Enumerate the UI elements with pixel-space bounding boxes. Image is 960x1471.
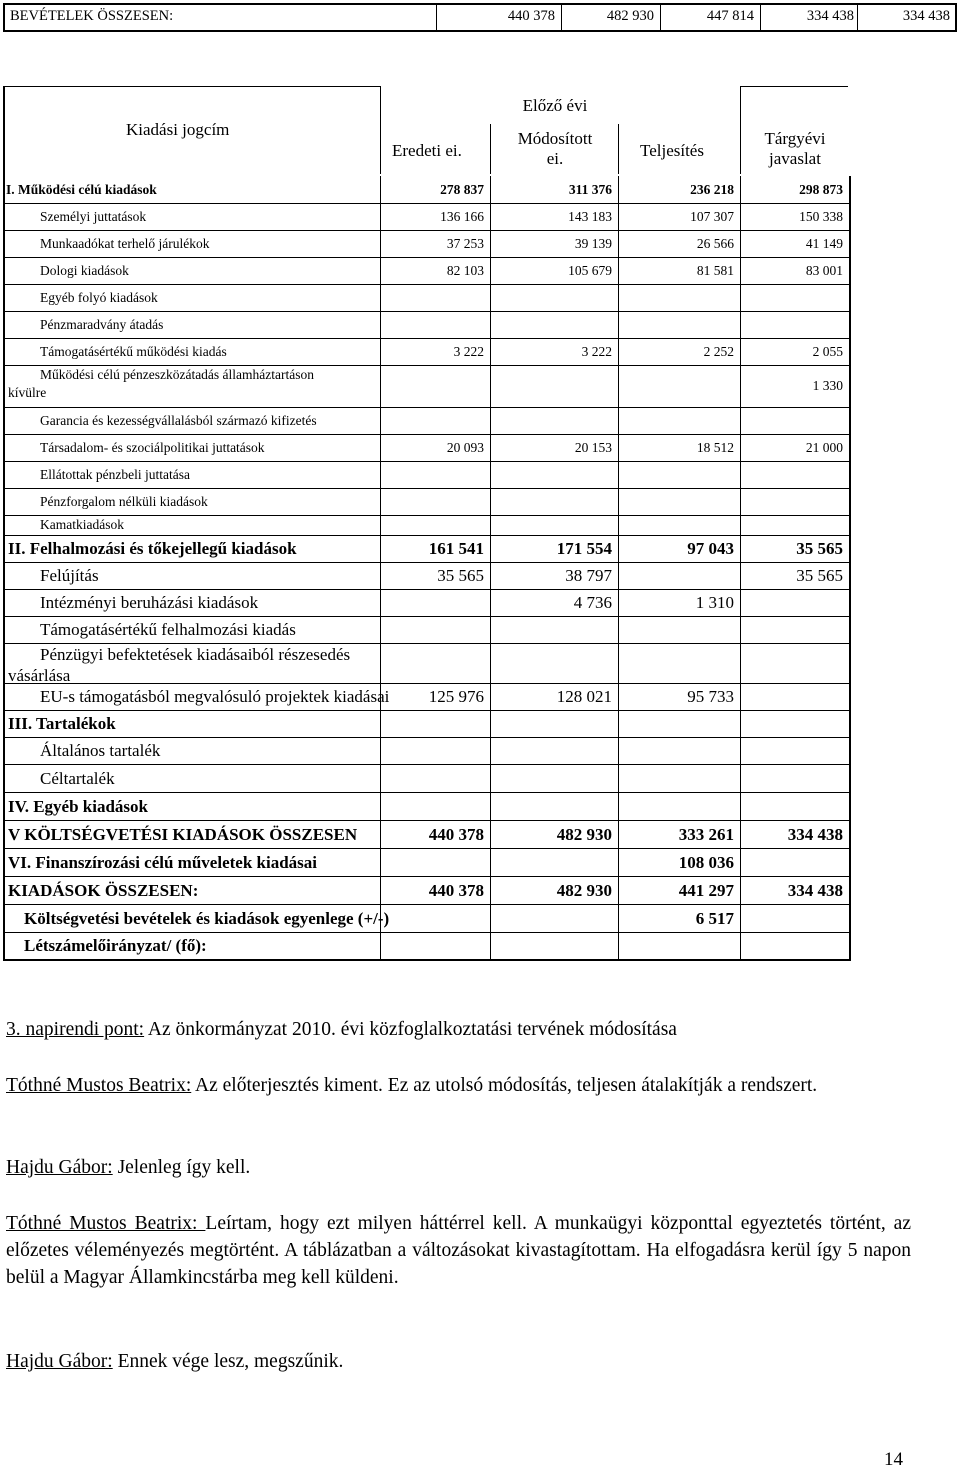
table-row-label: Működési célú pénzeszközátadás államháztartáson <box>40 367 315 382</box>
table-cell-value: 136 166 <box>440 208 484 224</box>
table-cell-value: 1 310 <box>695 593 734 612</box>
row-divider <box>3 365 849 366</box>
speaker-name: Tóthné Mustos Beatrix: <box>6 1075 192 1096</box>
table-cell-value: 35 565 <box>796 539 843 558</box>
table-cell-value: 35 565 <box>796 566 843 585</box>
table-cell-value: 95 733 <box>687 687 734 706</box>
table-cell-value: 108 036 <box>678 852 734 872</box>
table-row-label: Pénzmaradvány átadás <box>40 316 164 332</box>
table-cell-value: 440 378 <box>428 880 484 900</box>
table-row-label: KIADÁSOK ÖSSZESEN: <box>8 880 199 900</box>
table-row-label: Személyi juttatások <box>40 208 147 224</box>
table-cell-value: 441 297 <box>678 880 734 900</box>
table-row-label: Támogatásértékű működési kiadás <box>40 343 227 359</box>
row-divider <box>3 515 849 516</box>
table-cell-value: 161 541 <box>428 539 484 558</box>
table-row-label: I. Működési célú kiadások <box>6 181 157 197</box>
table-row-label: Ellátottak pénzbeli juttatása <box>40 466 190 482</box>
table-row-label: II. Felhalmozási és tőkejellegű kiadások <box>8 539 297 558</box>
table-row-label: VI. Finanszírozási célú műveletek kiadásai <box>8 852 317 872</box>
speech-text: Leírtam, hogy ezt milyen háttérrel kell. A munkaügyi központtal egyeztetés történt, az előzetes véleményezés megtörtént. A táblázatban a változásokat kivastagítottam. Ha elfogadásra kerül így 5 napon belül a Magyar Államkincstárba meg kell küldeni. <box>6 1213 911 1288</box>
agenda-label: 3. napirendi pont: <box>6 1019 145 1040</box>
table-cell-value: 20 093 <box>446 439 484 455</box>
paragraph <box>6 1348 911 1375</box>
header-col4: javaslat <box>769 149 821 168</box>
revenue-total-value: 334 438 <box>806 8 854 24</box>
table-row-label: Pénzforgalom nélküli kiadások <box>40 493 208 509</box>
row-divider <box>3 257 849 258</box>
speaker-name: Hajdu Gábor: <box>6 1351 113 1372</box>
row-divider <box>3 407 849 408</box>
table-row-label: Támogatásértékű felhalmozási kiadás <box>40 620 296 639</box>
table-row-label: Céltartalék <box>40 768 115 788</box>
paragraph <box>6 1072 911 1099</box>
table-cell-value: 97 043 <box>687 539 734 558</box>
revenue-total-value: 482 930 <box>606 8 654 24</box>
table-cell-value: 26 566 <box>696 235 734 251</box>
table-cell-value: 18 512 <box>696 439 734 455</box>
table-cell-value: 37 253 <box>446 235 484 251</box>
table-cell-value: 128 021 <box>556 687 612 706</box>
table-cell-value: 39 139 <box>574 235 612 251</box>
table-cell-value: 105 679 <box>568 262 612 278</box>
table-cell-value: 482 930 <box>556 824 612 844</box>
speech-text: Jelenleg így kell. <box>112 1157 251 1178</box>
speaker-name: Tóthné Mustos Beatrix: <box>6 1213 206 1234</box>
table-cell-value: 311 376 <box>568 181 612 197</box>
row-divider <box>3 562 849 563</box>
table-cell-value: 440 378 <box>428 824 484 844</box>
paragraph <box>6 1210 911 1291</box>
table-cell-value: 3 222 <box>453 343 484 359</box>
speech-text: Ennek vége lesz, megszűnik. <box>112 1351 344 1372</box>
table-cell-value: 83 001 <box>805 262 843 278</box>
header-col4: Tárgyévi <box>764 129 826 148</box>
table-cell-value: 20 153 <box>574 439 612 455</box>
header-col3: Teljesítés <box>640 141 704 160</box>
row-divider <box>3 792 849 793</box>
row-divider <box>3 737 849 738</box>
table-cell-value: 333 261 <box>678 824 734 844</box>
table-cell-value: 4 736 <box>573 593 612 612</box>
table-row-label: Garancia és kezességvállalásból származó kifizetés <box>40 412 317 428</box>
table-row-label: kívülre <box>8 384 47 400</box>
row-divider <box>3 848 849 849</box>
row-divider <box>3 203 849 204</box>
header-col2: ei. <box>546 149 564 168</box>
table-cell-value: 2 252 <box>703 343 734 359</box>
table-row-label: III. Tartalékok <box>8 714 116 733</box>
page-number: 14 <box>884 1449 903 1470</box>
table-cell-value: 107 307 <box>690 208 734 224</box>
table-cell-value: 1 330 <box>812 378 843 394</box>
header-col2: Módosított <box>517 129 593 148</box>
header-group: Előző évi <box>522 96 588 115</box>
row-divider <box>3 488 849 489</box>
row-divider <box>3 643 849 644</box>
row-divider <box>3 535 849 536</box>
row-divider <box>3 616 849 617</box>
row-divider <box>3 876 849 877</box>
table-row-label: Társadalom- és szociálpolitikai juttatások <box>40 439 265 455</box>
table-cell-value: 143 183 <box>568 208 612 224</box>
table-cell-value: 82 103 <box>446 262 484 278</box>
table-row-label: Munkaadókat terhelő járulékok <box>40 235 210 251</box>
table-row-label: Egyéb folyó kiadások <box>40 289 158 305</box>
row-divider <box>3 434 849 435</box>
row-divider <box>3 284 849 285</box>
table-cell-value: 334 438 <box>787 880 843 900</box>
row-divider <box>3 230 849 231</box>
row-divider <box>3 589 849 590</box>
agenda-item <box>6 1016 911 1043</box>
paragraph <box>6 1154 911 1181</box>
revenue-total-value: 334 438 <box>902 8 950 24</box>
speech-text: Az előterjesztés kiment. Ez az utolsó módosítás, teljesen átalakítják a rendszert. <box>191 1075 818 1096</box>
header-col1: Eredeti ei. <box>392 141 462 160</box>
row-divider <box>3 461 849 462</box>
row-divider <box>3 710 849 711</box>
speaker-name: Hajdu Gábor: <box>6 1157 113 1178</box>
table-cell-value: 3 222 <box>581 343 612 359</box>
revenue-total-label: BEVÉTELEK ÖSSZESEN: <box>10 8 174 24</box>
table-row-label: Költségvetési bevételek és kiadások egyenlege (+/-) <box>24 908 390 928</box>
table-cell-value: 2 055 <box>812 343 843 359</box>
table-row-label: vásárlása <box>8 666 71 685</box>
row-divider <box>3 932 849 933</box>
table-row-label: Kamatkiadások <box>40 517 124 533</box>
table-cell-value: 236 218 <box>690 181 734 197</box>
row-divider <box>3 683 849 684</box>
table-row-label: EU-s támogatásból megvalósuló projektek kiadásai <box>40 687 390 706</box>
header-title: Kiadási jogcím <box>126 120 230 139</box>
table-cell-value: 125 976 <box>428 687 484 706</box>
table-row-label: IV. Egyéb kiadások <box>8 796 148 816</box>
table-cell-value: 41 149 <box>805 235 843 251</box>
table-row-label: Pénzügyi befektetések kiadásaiból részesedés <box>40 645 351 664</box>
table-cell-value: 482 930 <box>556 880 612 900</box>
table-row-label: Intézményi beruházási kiadások <box>40 593 259 612</box>
table-cell-value: 81 581 <box>696 262 734 278</box>
row-divider <box>3 904 849 905</box>
row-divider <box>3 764 849 765</box>
table-row-label: Általános tartalék <box>40 741 161 760</box>
table-cell-value: 38 797 <box>565 566 612 585</box>
agenda-text: Az önkormányzat 2010. évi közfoglalkoztatási tervének módosítása <box>144 1019 677 1040</box>
revenue-total-value: 440 378 <box>507 8 555 24</box>
table-row-label: V KÖLTSÉGVETÉSI KIADÁSOK ÖSSZESEN <box>8 824 358 844</box>
table-cell-value: 278 837 <box>440 181 484 197</box>
revenue-total-value: 447 814 <box>706 8 754 24</box>
table-cell-value: 6 517 <box>695 908 734 928</box>
table-cell-value: 334 438 <box>787 824 843 844</box>
row-divider <box>3 311 849 312</box>
table-row-label: Felújítás <box>40 566 99 585</box>
row-divider <box>3 820 849 821</box>
table-cell-value: 21 000 <box>805 439 843 455</box>
table-cell-value: 150 338 <box>799 208 843 224</box>
table-cell-value: 298 873 <box>799 181 843 197</box>
table-row-label: Dologi kiadások <box>40 262 129 278</box>
table-cell-value: 171 554 <box>556 539 612 558</box>
table-cell-value: 35 565 <box>437 566 484 585</box>
table-row-label: Létszámelőirányzat/ (fő): <box>24 936 207 955</box>
row-divider <box>3 338 849 339</box>
